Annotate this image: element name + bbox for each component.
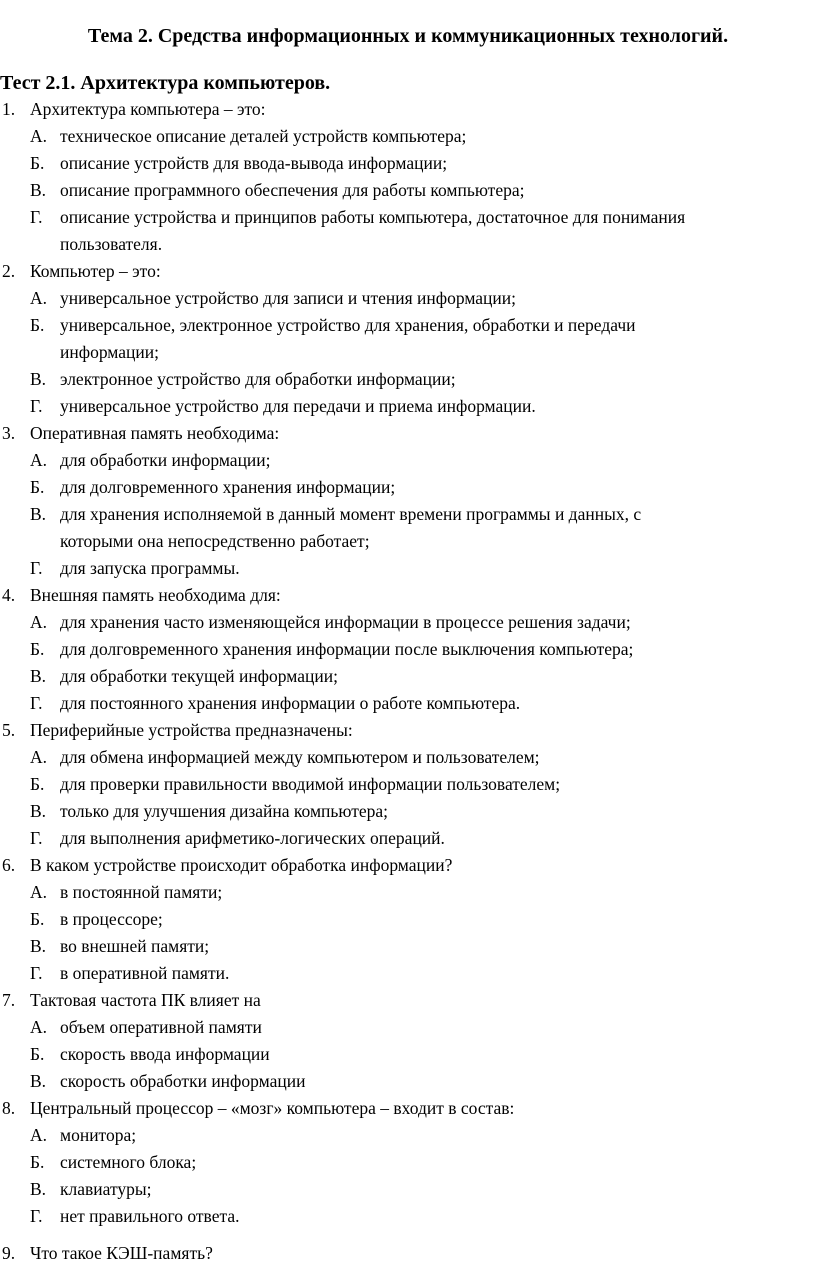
question-number: 3.: [2, 423, 16, 443]
question-text: Периферийные устройства предназначены:: [30, 720, 353, 740]
question: [0, 96, 816, 258]
option-text: для проверки правильности вводимой информации пользователем;: [60, 774, 561, 794]
option-letter: Б.: [30, 1044, 45, 1064]
option-text-continuation: пользователя.: [60, 234, 163, 254]
option-text: для обработки текущей информации;: [60, 666, 338, 686]
option-text: для обмена информацией между компьютером и пользователем;: [60, 747, 540, 767]
question-number: 5.: [2, 720, 16, 740]
option-letter: Б.: [30, 315, 45, 335]
option-letter: Г.: [30, 1206, 43, 1226]
option-text: для долговременного хранения информации после выключения компьютера;: [60, 639, 634, 659]
answer-option: [0, 933, 816, 960]
option-letter: В.: [30, 1179, 47, 1199]
question-number: 2.: [2, 261, 16, 281]
spacer: [0, 1230, 816, 1240]
question: [0, 1095, 816, 1230]
option-text: объем оперативной памяти: [60, 1017, 262, 1037]
option-text-continuation: которыми она непосредственно работает;: [60, 531, 370, 551]
question-line: [0, 717, 816, 744]
question-text: В каком устройстве происходит обработка информации?: [30, 855, 453, 875]
option-text: для запуска программы.: [60, 558, 240, 578]
question: [0, 717, 816, 852]
option-letter: А.: [30, 1125, 48, 1145]
option-letter: Г.: [30, 963, 43, 983]
option-text: в постоянной памяти;: [60, 882, 223, 902]
answer-option: [0, 1149, 816, 1176]
answer-option: [0, 771, 816, 798]
option-text: для выполнения арифметико-логических операций.: [60, 828, 445, 848]
option-letter: А.: [30, 882, 48, 902]
option-letter: А.: [30, 612, 48, 632]
question-line: [0, 987, 816, 1014]
option-letter: Б.: [30, 153, 45, 173]
answer-option: [0, 1176, 816, 1203]
question-text: Внешняя память необходима для:: [30, 585, 281, 605]
option-letter: В.: [30, 369, 47, 389]
option-text: монитора;: [60, 1125, 137, 1145]
question: [0, 987, 816, 1095]
option-letter: В.: [30, 1071, 47, 1091]
answer-option: [0, 501, 816, 555]
question-line: [0, 1095, 816, 1122]
answer-option: [0, 312, 816, 366]
question: [0, 258, 816, 420]
answer-option: [0, 204, 816, 258]
question-number: 1.: [2, 99, 16, 119]
option-letter: Г.: [30, 396, 43, 416]
option-text: в процессоре;: [60, 909, 163, 929]
option-text: скорость ввода информации: [60, 1044, 270, 1064]
question-number: 4.: [2, 585, 16, 605]
option-text: для хранения часто изменяющейся информации в процессе решения задачи;: [60, 612, 631, 632]
answer-option: [0, 123, 816, 150]
option-text: для хранения исполняемой в данный момент времени программы и данных, с: [60, 504, 642, 524]
option-letter: В.: [30, 666, 47, 686]
question-text: Компьютер – это:: [30, 261, 161, 281]
option-letter: Г.: [30, 828, 43, 848]
option-text: описание программного обеспечения для работы компьютера;: [60, 180, 525, 200]
option-text: для обработки информации;: [60, 450, 271, 470]
answer-option: [0, 447, 816, 474]
option-letter: Б.: [30, 639, 45, 659]
option-text: в оперативной памяти.: [60, 963, 230, 983]
option-text: для постоянного хранения информации о работе компьютера.: [60, 693, 521, 713]
option-text: для долговременного хранения информации;: [60, 477, 396, 497]
option-text: универсальное устройство для передачи и приема информации.: [60, 396, 536, 416]
option-letter: А.: [30, 450, 48, 470]
option-text: во внешней памяти;: [60, 936, 210, 956]
question-line: [0, 1240, 816, 1267]
answer-option: [0, 609, 816, 636]
answer-option: [0, 177, 816, 204]
option-text: универсальное устройство для записи и чтения информации;: [60, 288, 517, 308]
option-letter: Г.: [30, 558, 43, 578]
question-number: 8.: [2, 1098, 16, 1118]
option-text: электронное устройство для обработки информации;: [60, 369, 456, 389]
answer-option: [0, 663, 816, 690]
answer-option: [0, 960, 816, 987]
question-line: [0, 258, 816, 285]
answer-option: [0, 555, 816, 582]
answer-option: [0, 879, 816, 906]
answer-option: [0, 1041, 816, 1068]
option-letter: А.: [30, 747, 48, 767]
option-letter: Б.: [30, 477, 45, 497]
question-text: Что такое КЭШ-память?: [30, 1243, 213, 1263]
question-line: [0, 96, 816, 123]
answer-option: [0, 1203, 816, 1230]
topic-title: Тема 2. Средства информационных и коммуникационных технологий.: [87, 25, 729, 47]
question-list: [0, 96, 816, 1267]
option-text: нет правильного ответа.: [60, 1206, 240, 1226]
option-text: скорость обработки информации: [60, 1071, 306, 1091]
question-number: 9.: [2, 1243, 16, 1263]
option-letter: Г.: [30, 693, 43, 713]
option-letter: Г.: [30, 207, 43, 227]
option-letter: А.: [30, 288, 48, 308]
option-text-continuation: информации;: [60, 342, 159, 362]
answer-option: [0, 690, 816, 717]
option-text: универсальное, электронное устройство для хранения, обработки и передачи: [60, 315, 636, 335]
question-text: Тактовая частота ПК влияет на: [30, 990, 261, 1010]
option-text: описание устройства и принципов работы компьютера, достаточное для понимания: [60, 207, 686, 227]
answer-option: [0, 825, 816, 852]
answer-option: [0, 285, 816, 312]
answer-option: [0, 1068, 816, 1095]
option-letter: А.: [30, 126, 48, 146]
option-text: техническое описание деталей устройств компьютера;: [60, 126, 467, 146]
answer-option: [0, 393, 816, 420]
answer-option: [0, 744, 816, 771]
answer-option: [0, 1122, 816, 1149]
answer-option: [0, 636, 816, 663]
question-number: 6.: [2, 855, 16, 875]
option-letter: Б.: [30, 909, 45, 929]
answer-option: [0, 906, 816, 933]
question-text: Архитектура компьютера – это:: [30, 99, 266, 119]
option-letter: В.: [30, 801, 47, 821]
question: [0, 582, 816, 717]
option-letter: Б.: [30, 774, 45, 794]
option-letter: В.: [30, 936, 47, 956]
option-text: только для улучшения дизайна компьютера;: [60, 801, 389, 821]
option-letter: А.: [30, 1017, 48, 1037]
option-letter: Б.: [30, 1152, 45, 1172]
answer-option: [0, 150, 816, 177]
answer-option: [0, 366, 816, 393]
question-text: Оперативная память необходима:: [30, 423, 280, 443]
question: [0, 1240, 816, 1267]
question-line: [0, 852, 816, 879]
test-title: Тест 2.1. Архитектура компьютеров.: [0, 72, 331, 94]
answer-option: [0, 798, 816, 825]
option-text: описание устройств для ввода-вывода информации;: [60, 153, 448, 173]
question: [0, 420, 816, 582]
option-text: клавиатуры;: [60, 1179, 152, 1199]
question-number: 7.: [2, 990, 16, 1010]
option-letter: В.: [30, 504, 47, 524]
option-letter: В.: [30, 180, 47, 200]
question-text: Центральный процессор – «мозг» компьютера – входит в состав:: [30, 1098, 515, 1118]
question-line: [0, 420, 816, 447]
question-line: [0, 582, 816, 609]
question: [0, 852, 816, 987]
option-text: системного блока;: [60, 1152, 197, 1172]
answer-option: [0, 1014, 816, 1041]
answer-option: [0, 474, 816, 501]
